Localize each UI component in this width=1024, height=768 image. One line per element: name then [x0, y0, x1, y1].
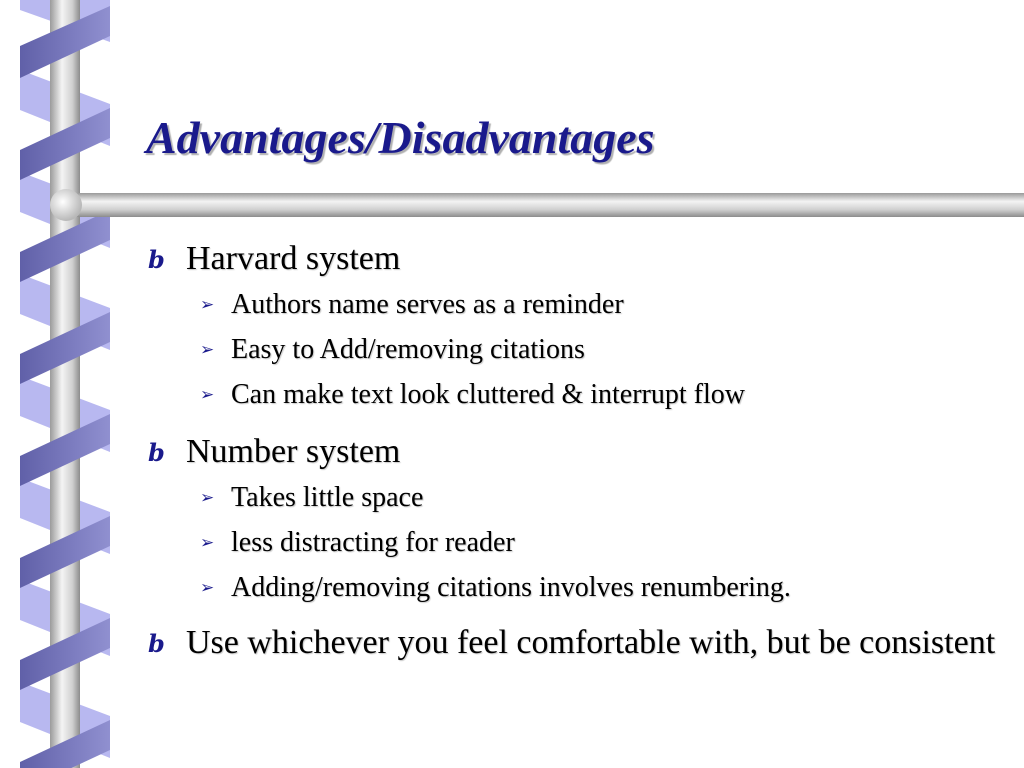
arrowhead-bullet-icon: ➢	[200, 340, 215, 360]
arrowhead-bullet-icon: ➢	[200, 533, 215, 553]
sub-bullet-text: Takes little space	[231, 482, 424, 513]
bullet-text: Harvard system	[186, 240, 401, 277]
sub-list	[188, 475, 1006, 610]
bullet-text: Number system	[186, 433, 401, 470]
bullet-item	[146, 429, 1006, 475]
sub-bullet-item	[188, 520, 1006, 565]
fleuron-b-bullet-icon: b	[148, 245, 165, 274]
bullet-item	[146, 620, 1006, 666]
horizontal-pole	[62, 193, 1024, 217]
sub-bullet-item	[188, 475, 1006, 520]
sub-bullet-item	[188, 372, 1006, 417]
arrowhead-bullet-icon: ➢	[200, 295, 215, 315]
arrowhead-bullet-icon: ➢	[200, 488, 215, 508]
sub-bullet-text: Authors name serves as a reminder	[231, 289, 624, 320]
sub-bullet-text: Easy to Add/removing citations	[231, 334, 585, 365]
bullet-text: Use whichever you feel comfortable with, but be consistent	[186, 624, 996, 661]
sub-bullet-item	[188, 282, 1006, 327]
arrowhead-bullet-icon: ➢	[200, 578, 215, 598]
sub-bullet-item	[188, 327, 1006, 372]
sub-bullet-text: less distracting for reader	[231, 527, 515, 558]
section-number	[146, 429, 1006, 610]
section-advice	[146, 620, 1006, 666]
sub-bullet-item	[188, 565, 1006, 610]
arrowhead-bullet-icon: ➢	[200, 385, 215, 405]
sub-bullet-text: Can make text look cluttered & interrupt flow	[231, 379, 745, 410]
fleuron-b-bullet-icon: b	[148, 438, 165, 467]
pole-knob	[50, 189, 82, 221]
slide-title: Advantages/Disadvantages	[146, 112, 655, 163]
bullet-list	[146, 236, 1006, 678]
sub-bullet-text: Adding/removing citations involves renumbering.	[231, 572, 791, 603]
fleuron-b-bullet-icon: b	[148, 629, 165, 658]
sub-list	[188, 282, 1006, 417]
bullet-item	[146, 236, 1006, 282]
section-harvard	[146, 236, 1006, 417]
